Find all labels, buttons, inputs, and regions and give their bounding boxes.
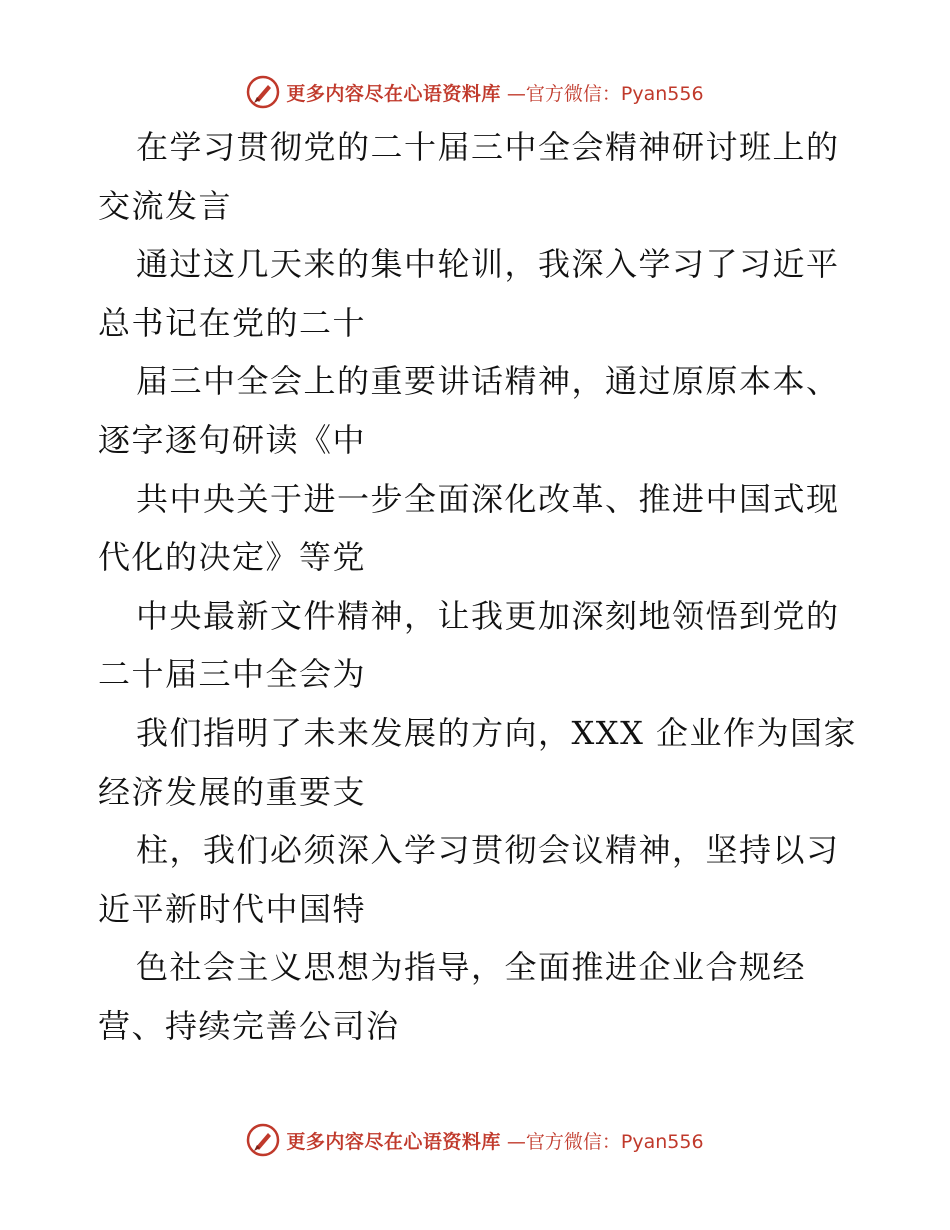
text-line: 二十届三中全会为: [98, 655, 367, 694]
text-line: 近平新时代中国特: [98, 889, 367, 928]
text-line: 色社会主义思想为指导，全面推进企业合规经: [136, 948, 807, 987]
text-line: 逐字逐句研读《中: [98, 420, 367, 459]
footer-main-text: 更多内容尽在心语资料库: [286, 1130, 501, 1153]
text-line: 经济发展的重要支: [98, 772, 367, 811]
footer-watermark: [0, 1120, 950, 1160]
text-line: 在学习贯彻党的二十届三中全会精神研讨班上的: [136, 128, 840, 166]
document-body: [98, 118, 858, 1056]
text-line: 共中央关于进一步全面深化改革、推进中国式现: [136, 479, 840, 518]
text-line: 届三中全会上的重要讲话精神，通过原原本本、: [136, 362, 840, 401]
header-main-text: 更多内容尽在心语资料库: [286, 82, 501, 105]
text-line: 代化的决定》等党: [98, 538, 367, 577]
pen-logo-icon: [246, 75, 280, 109]
text-line: 通过这几天来的集中轮训，我深入学习了习近平: [136, 245, 840, 284]
footer-sub-text: —官方微信：Pyan556: [506, 1130, 704, 1153]
pen-logo-icon: [246, 1123, 280, 1157]
text-line: 柱，我们必须深入学习贯彻会议精神，坚持以习: [136, 831, 840, 870]
text-line: 中央最新文件精神，让我更加深刻地领悟到党的: [136, 596, 840, 635]
text-line: 我们指明了未来发展的方向，XXX 企业作为国家: [136, 713, 858, 752]
text-line: 营、持续完善公司治: [98, 1006, 400, 1045]
text-line: 交流发言: [98, 186, 233, 225]
header-sub-text: —官方微信：Pyan556: [506, 82, 704, 105]
text-line: 总书记在党的二十: [98, 303, 367, 342]
header-watermark: [0, 72, 950, 112]
